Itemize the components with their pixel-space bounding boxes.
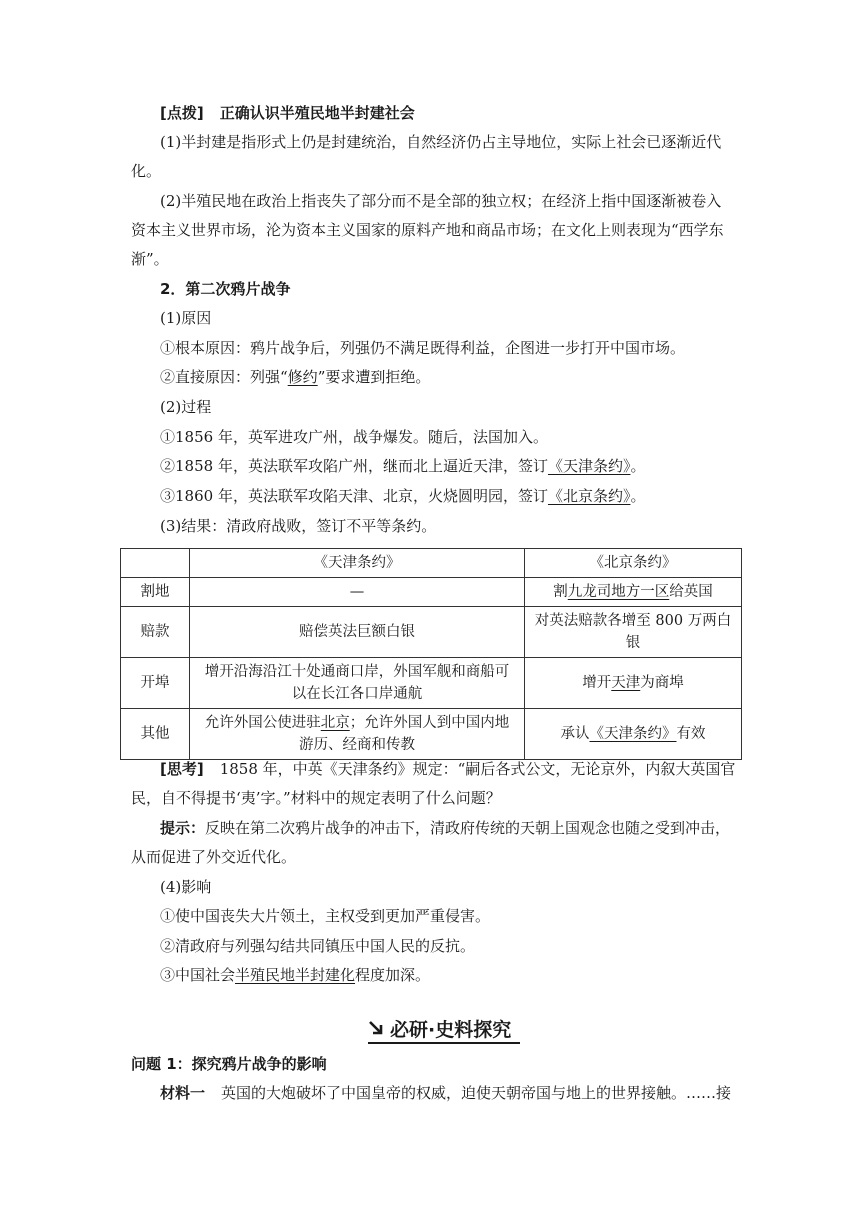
table-row	[121, 709, 742, 760]
paragraph-2-line-3: 渐”。	[131, 250, 169, 268]
impact-1: ①使中国丧失大片领土，主权受到更加严重侵害。	[160, 907, 491, 925]
impact-2: ②清政府与列强勾结共同镇压中国人民的反抗。	[160, 937, 476, 955]
material-1-line	[160, 1082, 731, 1104]
think-line-2: 民，自不得提书‘夷’字。”材料中的规定表明了什么问题？	[131, 789, 501, 807]
impact-heading: (4)影响	[160, 878, 212, 896]
table-row-key: 其他	[121, 709, 190, 760]
cause-2-underlined: 修约	[287, 368, 318, 386]
process-2-pre: ②1858 年，英法联军攻陷广州，继而北上逼近天津，签订	[160, 457, 548, 475]
impact-3-post: 程度加深。	[355, 966, 431, 984]
material-1-tag: 材料一	[160, 1084, 206, 1102]
table-cell: 对英法赔款各增至 800 万两白银	[525, 607, 742, 658]
cause-2-post: ”要求遭到拒绝。	[317, 368, 431, 386]
think-text-1: 1858 年，中英《天津条约》规定：“嗣后各式公文，无论京外，内叙大英国官	[219, 760, 736, 778]
cell-text: 割	[553, 584, 568, 600]
cell-line: 游历、经商和传教	[299, 737, 415, 753]
tip-line	[160, 102, 415, 124]
cell-text: 为商埠	[640, 675, 684, 691]
table-cell	[190, 709, 525, 760]
process-2	[160, 455, 645, 477]
table-header-cell	[121, 549, 190, 578]
think-line-1	[160, 758, 735, 780]
table-row-key: 赔款	[121, 607, 190, 658]
impact-3-pre: ③中国社会	[160, 966, 236, 984]
cell-text: 承认	[560, 726, 590, 742]
question-1: 问题 1：探究鸦片战争的影响	[131, 1055, 327, 1073]
hint-tag: 提示：	[160, 819, 206, 837]
table-cell	[525, 709, 742, 760]
table-header-cell: 《天津条约》	[190, 549, 525, 578]
paragraph-2-line-1: (2)半殖民地在政治上指丧失了部分而不是全部的独立权；在经济上指中国逐渐被卷入	[160, 192, 722, 210]
process-2-underlined: 《天津条约》	[547, 457, 631, 475]
process-3-pre: ③1860 年，英法联军攻陷天津、北京，火烧圆明园，签订	[160, 487, 548, 505]
process-3-underlined: 《北京条约》	[547, 487, 631, 505]
tip-tag: [点拨]	[160, 104, 204, 122]
table-row	[121, 607, 742, 658]
cause-heading: (1)原因	[160, 309, 212, 327]
cell-underlined: 北京	[320, 715, 350, 731]
table-row-key: 开埠	[121, 658, 190, 709]
paragraph-1-line-2: 化。	[131, 162, 162, 180]
arrow-icon	[368, 1019, 384, 1041]
table-cell: 赔偿英法巨额白银	[190, 607, 525, 658]
cell-text: 增开	[582, 675, 612, 691]
table-header-cell: 《北京条约》	[525, 549, 742, 578]
cell-underlined: 《天津条约》	[589, 726, 677, 742]
hint-line-2: 从而促进了外交近代化。	[131, 848, 297, 866]
cell-text: ；允许外国人到中国内地	[349, 715, 510, 731]
table-cell: —	[190, 578, 525, 607]
tip-title: 正确认识半殖民地半封建社会	[219, 104, 415, 122]
paragraph-1-line-1: (1)半封建是指形式上仍是封建统治，自然经济仍占主导地位，实际上社会已逐渐近代	[160, 133, 722, 151]
process-1: ①1856 年，英军进攻广州，战争爆发。随后，法国加入。	[160, 428, 548, 446]
impact-3-underlined: 半殖民地半封建化	[235, 966, 356, 984]
section-underline	[368, 1042, 520, 1044]
cause-2-pre: ②直接原因：列强“	[160, 368, 288, 386]
table-cell	[190, 658, 525, 709]
section-heading-2: 2．第二次鸦片战争	[160, 280, 291, 298]
cell-line: 以在长江各口岸通航	[291, 686, 423, 702]
cell-text: 允许外国公使进驻	[204, 715, 321, 731]
cell-underlined: 天津	[611, 675, 641, 691]
impact-3	[160, 964, 430, 986]
table-header-row	[121, 549, 742, 578]
material-1-text: 英国的大炮破坏了中国皇帝的权威，迫使天朝帝国与地上的世界接触。……接	[221, 1084, 732, 1102]
cause-2	[160, 366, 430, 388]
treaty-table	[120, 548, 742, 760]
result-line: (3)结果：清政府战败，签订不平等条约。	[160, 517, 437, 535]
hint-text-1: 反映在第二次鸦片战争的冲击下，清政府传统的天朝上国观念也随之受到冲击，	[205, 819, 731, 837]
table-row	[121, 578, 742, 607]
process-3-post: 。	[630, 487, 646, 505]
think-tag: [思考]	[160, 760, 204, 778]
section-title-text: 必研·史料探究	[390, 1019, 512, 1041]
table-row-key: 割地	[121, 578, 190, 607]
hint-line-1	[160, 817, 730, 839]
table-cell	[525, 578, 742, 607]
cell-line	[196, 712, 518, 734]
process-2-post: 。	[630, 457, 646, 475]
paragraph-2-line-2: 资本主义世界市场，沦为资本主义国家的原料产地和商品市场；在文化上则表现为“西学东	[131, 221, 724, 239]
cause-1: ①根本原因：鸦片战争后，列强仍不满足既得利益，企图进一步打开中国市场。	[160, 339, 686, 357]
table-cell	[525, 658, 742, 709]
cell-text: 有效	[676, 726, 706, 742]
section-title	[368, 1015, 511, 1042]
cell-underlined: 九龙司地方一区	[567, 584, 670, 600]
process-heading: (2)过程	[160, 398, 212, 416]
cell-text: 给英国	[669, 584, 713, 600]
table-row	[121, 658, 742, 709]
cell-line: 增开沿海沿江十处通商口岸，外国军舰和商船可	[204, 664, 510, 680]
process-3	[160, 485, 645, 507]
